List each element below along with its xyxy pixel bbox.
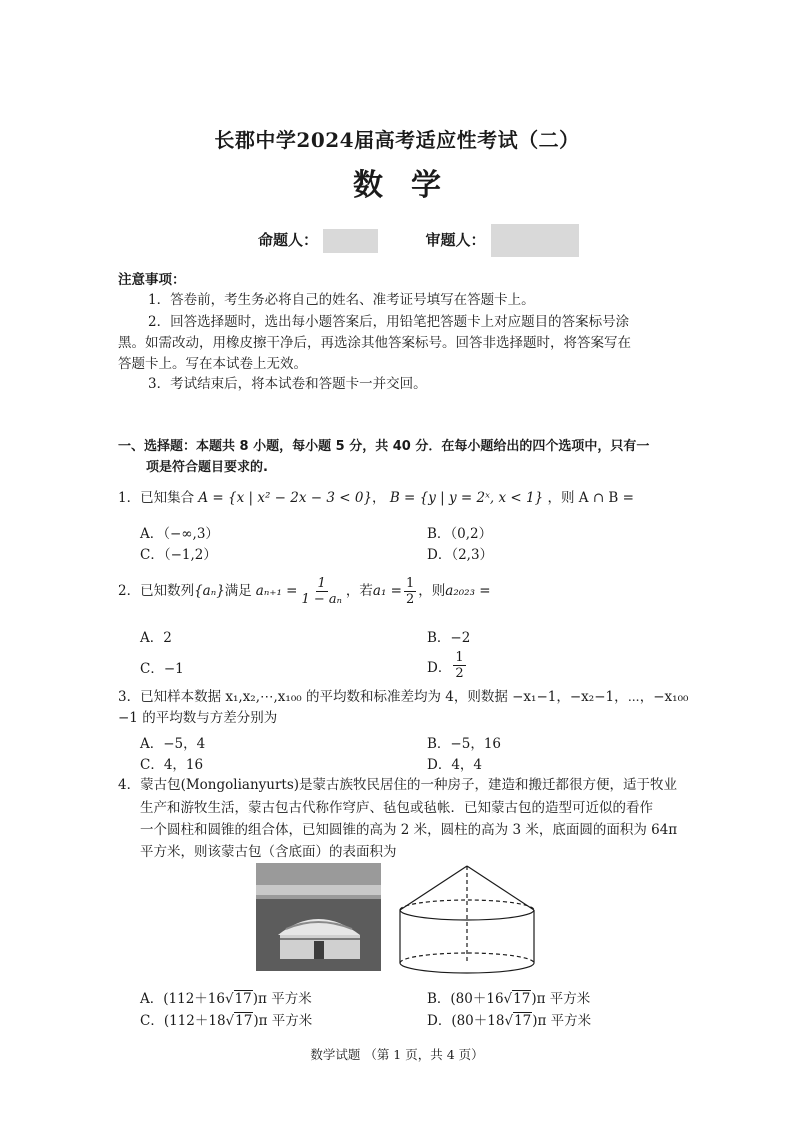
q3-option-a: A．−5，4	[140, 736, 206, 752]
q1-option-b: B．（0,2）	[427, 526, 493, 542]
q2-option-d-label: D．	[427, 659, 452, 676]
q2-target: a₂₀₂₃ =	[445, 583, 491, 599]
q4-option-c-radicand: 17	[235, 1013, 253, 1029]
author-row	[258, 224, 579, 257]
q1-set-b: B = {y | y = 2ˣ, x < 1}	[389, 490, 544, 506]
cone-left-edge	[400, 866, 467, 910]
q4-option-a	[140, 987, 312, 1007]
notes-item-1: 1．答卷前，考生务必将自己的姓名、准考证号填写在答题卡上。	[148, 292, 535, 308]
q4-option-d-post: )π 平方米	[532, 1013, 592, 1029]
q2-option-d-fraction	[453, 650, 465, 681]
q1-separator: ，	[372, 490, 386, 506]
q2-a1-numerator: 1	[406, 576, 415, 591]
q1-prefix: 1．已知集合	[118, 490, 195, 506]
reviewer-redacted-box	[491, 224, 579, 257]
setter-label: 命题人：	[258, 231, 319, 249]
q1-suffix: ，则 A ∩ B =	[547, 490, 634, 506]
exam-title: 长郡中学2024届高考适应性考试（二）	[214, 128, 580, 152]
yurt-photo	[256, 863, 381, 971]
question-4-line-2: 生产和游牧生活，蒙古包古代称作穹庐、毡包或毡帐．已知蒙古包的造型可近似的看作	[140, 800, 653, 816]
q2-a1-denominator: 2	[406, 592, 415, 607]
cone-right-edge	[467, 866, 534, 910]
q2-fraction	[299, 576, 343, 607]
q4-option-b	[427, 987, 590, 1007]
sqrt-symbol: √	[504, 1013, 514, 1029]
sqrt-symbol: √	[224, 991, 234, 1007]
bottom-ellipse-front	[400, 963, 534, 973]
q2-fraction-numerator: 1	[317, 576, 326, 591]
q2-option-d	[427, 650, 468, 681]
subject-title: 数学	[353, 168, 469, 203]
q1-option-d: D．（2,3）	[427, 547, 494, 563]
section-heading-line-1: 一、选择题：本题共 8 小题，每小题 5 分，共 40 分．在每小题给出的四个选项中，只有一	[118, 439, 650, 454]
q2-then: ，则	[418, 583, 446, 599]
setter-redacted-box	[323, 229, 378, 253]
q2-lhs: aₙ₊₁ =	[255, 583, 298, 599]
q4-option-b-radicand: 17	[513, 991, 531, 1007]
q1-option-a: A．（−∞,3）	[140, 526, 219, 542]
q2-prefix: 2．已知数列	[118, 583, 195, 599]
q1-set-a: A = {x | x² − 2x − 3 < 0}	[198, 490, 373, 506]
sqrt-symbol: √	[225, 1013, 235, 1029]
q4-option-d-pre: D．(80＋18	[427, 1013, 505, 1029]
q2-fraction-denominator: 1 − aₙ	[301, 592, 342, 607]
notes-item-3: 3．考试结束后，将本试卷和答题卡一并交回。	[148, 376, 427, 392]
q4-option-a-radicand: 17	[234, 991, 252, 1007]
question-4-line-3: 一个圆柱和圆锥的组合体，已知圆锥的高为 2 米，圆柱的高为 3 米，底面圆的面积为 64π	[140, 822, 678, 838]
q3-option-d: D．4，4	[427, 757, 483, 773]
question-4-line-4: 平方米，则该蒙古包（含底面）的表面积为	[140, 844, 397, 860]
q4-option-b-post: )π 平方米	[531, 991, 591, 1007]
section-heading-line-2: 项是符合题目要求的.	[146, 460, 268, 475]
question-1-stem	[118, 488, 634, 509]
question-4-line-1: 4．蒙古包(Mongolianyurts)是蒙古族牧民居住的一种房子，建造和搬迁都很方便，适于牧业	[118, 777, 678, 793]
q2-if: ，若	[345, 583, 373, 599]
sqrt-symbol: √	[503, 991, 513, 1007]
reviewer-label: 审题人：	[425, 231, 486, 249]
q4-option-c-pre: C．(112＋18	[140, 1013, 226, 1029]
q2-a1-fraction	[404, 576, 416, 607]
notes-heading: 注意事项：	[118, 272, 186, 288]
q4-option-c	[140, 1009, 312, 1029]
notes-item-2-line-1: 2．回答选择题时，选出每小题答案后，用铅笔把答题卡上对应题目的答案标号涂	[148, 314, 630, 330]
q2-option-c: C．−1	[140, 661, 184, 677]
question-2-stem	[118, 576, 491, 607]
question-3-line-2: −1 的平均数与方差分别为	[118, 710, 278, 726]
notes-item-2-line-2: 黑。如需改动，用橡皮擦干净后，再选涂其他答案标号。回答非选择题时，将答案写在	[118, 335, 631, 351]
q3-option-c: C．4，16	[140, 757, 204, 773]
q2-mid: 满足	[224, 583, 252, 599]
q2-option-a: A．2	[140, 630, 172, 646]
q2-option-d-numerator: 1	[455, 650, 464, 665]
q1-option-c: C．（−1,2）	[140, 547, 217, 563]
q2-option-d-denominator: 2	[455, 666, 464, 681]
page-footer: 数学试题 （第 1 页，共 4 页）	[310, 1047, 484, 1062]
yurt-photo-drawing	[256, 863, 381, 971]
cone-cylinder-diagram	[392, 860, 542, 978]
q4-option-d	[427, 1009, 591, 1029]
question-3-line-1: 3．已知样本数据 x₁,x₂,⋯,x₁₀₀ 的平均数和标准差均为 4，则数据 −x₁−1，−x₂−1，⋯，−x₁₀₀	[118, 689, 689, 705]
yurt-door	[314, 941, 324, 959]
photo-horizon-light	[256, 885, 381, 895]
q4-option-a-pre: A．(112＋16	[140, 991, 225, 1007]
q2-option-b: B．−2	[427, 630, 471, 646]
q2-a1: a₁ =	[372, 583, 402, 599]
q4-option-d-radicand: 17	[514, 1013, 532, 1029]
q4-option-b-pre: B．(80＋16	[427, 991, 504, 1007]
photo-sky	[256, 863, 381, 903]
q4-option-c-post: )π 平方米	[253, 1013, 313, 1029]
notes-item-2-line-3: 答题卡上。写在本试卷上无效。	[118, 356, 307, 372]
q4-option-a-post: )π 平方米	[252, 991, 312, 1007]
q3-option-b: B．−5，16	[427, 736, 501, 752]
q2-sequence: {aₙ}	[194, 583, 225, 599]
